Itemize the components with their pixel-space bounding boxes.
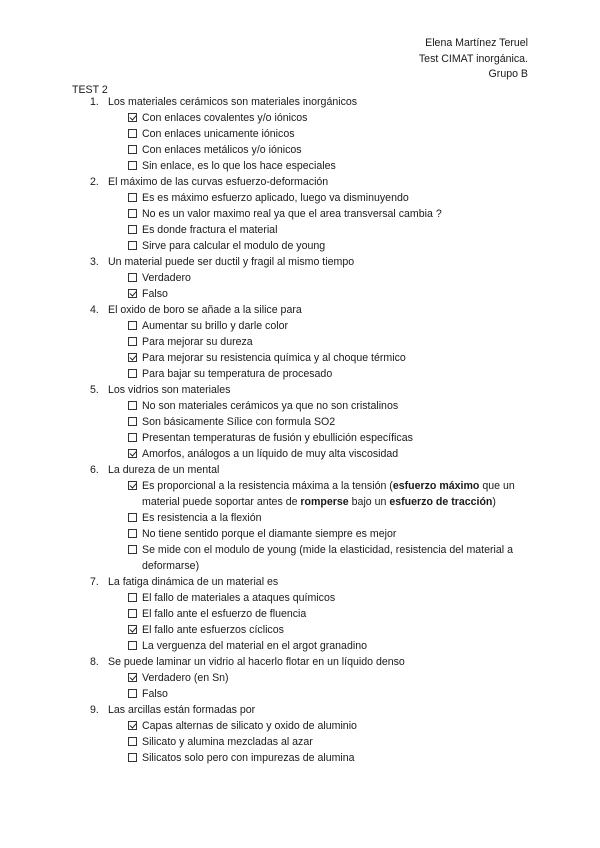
checked-checkbox-icon[interactable] — [128, 673, 137, 682]
option-list — [90, 398, 530, 462]
checked-checkbox-icon[interactable] — [128, 721, 137, 730]
option-list — [90, 318, 530, 382]
option-item — [90, 190, 530, 206]
question-8 — [90, 654, 530, 702]
option-text: Con enlaces unicamente iónicos — [142, 128, 295, 140]
unchecked-checkbox-icon[interactable] — [128, 529, 137, 538]
question-row — [90, 302, 530, 318]
question-text: El oxido de boro se añade a la silice para — [108, 304, 302, 316]
unchecked-checkbox-icon[interactable] — [128, 545, 137, 554]
option-text: Con enlaces metálicos y/o iónicos — [142, 144, 302, 156]
option-list — [90, 270, 530, 302]
checked-checkbox-icon[interactable] — [128, 289, 137, 298]
checked-checkbox-icon[interactable] — [128, 449, 137, 458]
unchecked-checkbox-icon[interactable] — [128, 641, 137, 650]
question-row — [90, 462, 530, 478]
question-list — [90, 94, 530, 766]
option-text: No son materiales cerámicos ya que no son cristalinos — [142, 400, 399, 412]
unchecked-checkbox-icon[interactable] — [128, 209, 137, 218]
question-row — [90, 94, 530, 110]
option-text — [142, 478, 530, 510]
checked-checkbox-icon[interactable] — [128, 113, 137, 122]
option-text: Aumentar su brillo y darle color — [142, 320, 289, 332]
unchecked-checkbox-icon[interactable] — [128, 273, 137, 282]
option-text: Para mejorar su dureza — [142, 336, 253, 348]
course-name: Test CIMAT inorgánica. — [418, 52, 528, 65]
question-text: El máximo de las curvas esfuerzo-deformación — [108, 176, 329, 188]
option-item — [90, 126, 530, 142]
option-item — [90, 398, 530, 414]
question-number: 3. — [90, 256, 99, 268]
option-list — [90, 190, 530, 254]
option-text: Amorfos, análogos a un líquido de muy alta viscosidad — [142, 448, 399, 460]
unchecked-checkbox-icon[interactable] — [128, 401, 137, 410]
option-text: Son básicamente Sílice con formula SO2 — [142, 416, 336, 428]
option-text-segment: que un material puede soportar antes de — [142, 480, 515, 508]
unchecked-checkbox-icon[interactable] — [128, 369, 137, 378]
option-text: Se mide con el modulo de young (mide la elasticidad, resistencia del material a deformarse) — [142, 544, 513, 572]
checked-checkbox-icon[interactable] — [128, 481, 137, 490]
question-text: La fatiga dinámica de un material es — [108, 576, 279, 588]
option-text: Sin enlace, es lo que los hace especiales — [142, 160, 336, 172]
option-text: Verdadero (en Sn) — [142, 672, 229, 684]
option-text: Es donde fractura el material — [142, 224, 278, 236]
question-9 — [90, 702, 530, 766]
option-text: Para bajar su temperatura de procesado — [142, 368, 333, 380]
test-title: TEST 2 — [72, 84, 108, 96]
unchecked-checkbox-icon[interactable] — [128, 593, 137, 602]
option-item — [90, 638, 530, 654]
unchecked-checkbox-icon[interactable] — [128, 321, 137, 330]
question-row — [90, 174, 530, 190]
unchecked-checkbox-icon[interactable] — [128, 161, 137, 170]
unchecked-checkbox-icon[interactable] — [128, 417, 137, 426]
author-name: Elena Martínez Teruel — [425, 37, 528, 49]
question-7 — [90, 574, 530, 654]
unchecked-checkbox-icon[interactable] — [128, 753, 137, 762]
option-text-segment: ) — [492, 496, 496, 508]
option-item — [90, 478, 530, 510]
option-text: Verdadero — [142, 272, 191, 284]
option-item — [90, 366, 530, 382]
question-text: Los vidrios son materiales — [108, 384, 231, 396]
option-text: No es un valor maximo real ya que el area transversal cambia ? — [142, 208, 442, 220]
option-text: Para mejorar su resistencia química y al choque térmico — [142, 352, 406, 364]
group-name: Grupo B — [488, 68, 528, 80]
option-item — [90, 286, 530, 302]
option-text: Falso — [142, 688, 168, 700]
unchecked-checkbox-icon[interactable] — [128, 689, 137, 698]
option-item — [90, 142, 530, 158]
option-item — [90, 734, 530, 750]
question-number: 9. — [90, 704, 99, 716]
unchecked-checkbox-icon[interactable] — [128, 129, 137, 138]
unchecked-checkbox-icon[interactable] — [128, 337, 137, 346]
question-4 — [90, 302, 530, 382]
option-text: Capas alternas de silicato y oxido de aluminio — [142, 720, 357, 732]
option-text: Es es máximo esfuerzo aplicado, luego va disminuyendo — [142, 192, 409, 204]
question-6 — [90, 462, 530, 574]
checked-checkbox-icon[interactable] — [128, 353, 137, 362]
option-list — [90, 718, 530, 766]
question-text: Los materiales cerámicos son materiales inorgánicos — [108, 96, 358, 108]
option-item — [90, 158, 530, 174]
option-item — [90, 350, 530, 366]
option-item — [90, 110, 530, 126]
option-text: Silicatos solo pero con impurezas de alumina — [142, 752, 355, 764]
option-text: Falso — [142, 288, 168, 300]
option-text: El fallo de materiales a ataques químicos — [142, 592, 336, 604]
unchecked-checkbox-icon[interactable] — [128, 433, 137, 442]
option-list — [90, 478, 530, 574]
option-text-segment: Es proporcional a la resistencia máxima a la tensión ( — [142, 480, 393, 492]
question-2 — [90, 174, 530, 254]
option-item — [90, 270, 530, 286]
question-3 — [90, 254, 530, 302]
option-item — [90, 526, 530, 542]
option-item — [90, 670, 530, 686]
option-text: El fallo ante el esfuerzo de fluencia — [142, 608, 307, 620]
header-block — [419, 36, 528, 83]
option-text-bold: esfuerzo máximo — [392, 480, 480, 492]
question-number: 2. — [90, 176, 99, 188]
option-list — [90, 670, 530, 702]
option-item — [90, 542, 530, 574]
question-number: 5. — [90, 384, 99, 396]
option-item — [90, 222, 530, 238]
option-item — [90, 334, 530, 350]
option-item — [90, 414, 530, 430]
question-5 — [90, 382, 530, 462]
option-item — [90, 446, 530, 462]
option-text: Presentan temperaturas de fusión y ebullición específicas — [142, 432, 413, 444]
option-text-bold: esfuerzo de tracción — [389, 496, 493, 508]
unchecked-checkbox-icon[interactable] — [128, 513, 137, 522]
option-text: Con enlaces covalentes y/o iónicos — [142, 112, 308, 124]
option-text: No tiene sentido porque el diamante siempre es mejor — [142, 528, 397, 540]
unchecked-checkbox-icon[interactable] — [128, 737, 137, 746]
option-item — [90, 206, 530, 222]
unchecked-checkbox-icon[interactable] — [128, 241, 137, 250]
question-row — [90, 254, 530, 270]
option-item — [90, 750, 530, 766]
unchecked-checkbox-icon[interactable] — [128, 145, 137, 154]
option-list — [90, 590, 530, 654]
checked-checkbox-icon[interactable] — [128, 625, 137, 634]
question-row — [90, 574, 530, 590]
question-row — [90, 382, 530, 398]
question-text: Las arcillas están formadas por — [108, 704, 256, 716]
option-text: Silicato y alumina mezcladas al azar — [142, 736, 313, 748]
option-item — [90, 430, 530, 446]
question-number: 8. — [90, 656, 99, 668]
unchecked-checkbox-icon[interactable] — [128, 193, 137, 202]
option-item — [90, 686, 530, 702]
question-1 — [90, 94, 530, 174]
option-item — [90, 718, 530, 734]
option-list — [90, 110, 530, 174]
question-number: 6. — [90, 464, 99, 476]
question-number: 7. — [90, 576, 99, 588]
option-text-segment: bajo un — [348, 496, 390, 508]
question-row — [90, 654, 530, 670]
unchecked-checkbox-icon[interactable] — [128, 225, 137, 234]
question-number: 1. — [90, 96, 99, 108]
option-text: Sirve para calcular el modulo de young — [142, 240, 326, 252]
question-number: 4. — [90, 304, 99, 316]
question-text: Se puede laminar un vidrio al hacerlo flotar en un líquido denso — [108, 656, 405, 668]
option-text-bold: romperse — [300, 496, 349, 508]
option-item — [90, 590, 530, 606]
option-text: La verguenza del material en el argot granadino — [142, 640, 367, 652]
option-text: Es resistencia a la flexión — [142, 512, 262, 524]
option-item — [90, 238, 530, 254]
option-item — [90, 606, 530, 622]
option-item — [90, 318, 530, 334]
question-row — [90, 702, 530, 718]
option-item — [90, 622, 530, 638]
question-text: Un material puede ser ductil y fragil al mismo tiempo — [108, 256, 355, 268]
option-text: El fallo ante esfuerzos cíclicos — [142, 624, 284, 636]
option-item — [90, 510, 530, 526]
unchecked-checkbox-icon[interactable] — [128, 609, 137, 618]
question-text: La dureza de un mental — [108, 464, 220, 476]
